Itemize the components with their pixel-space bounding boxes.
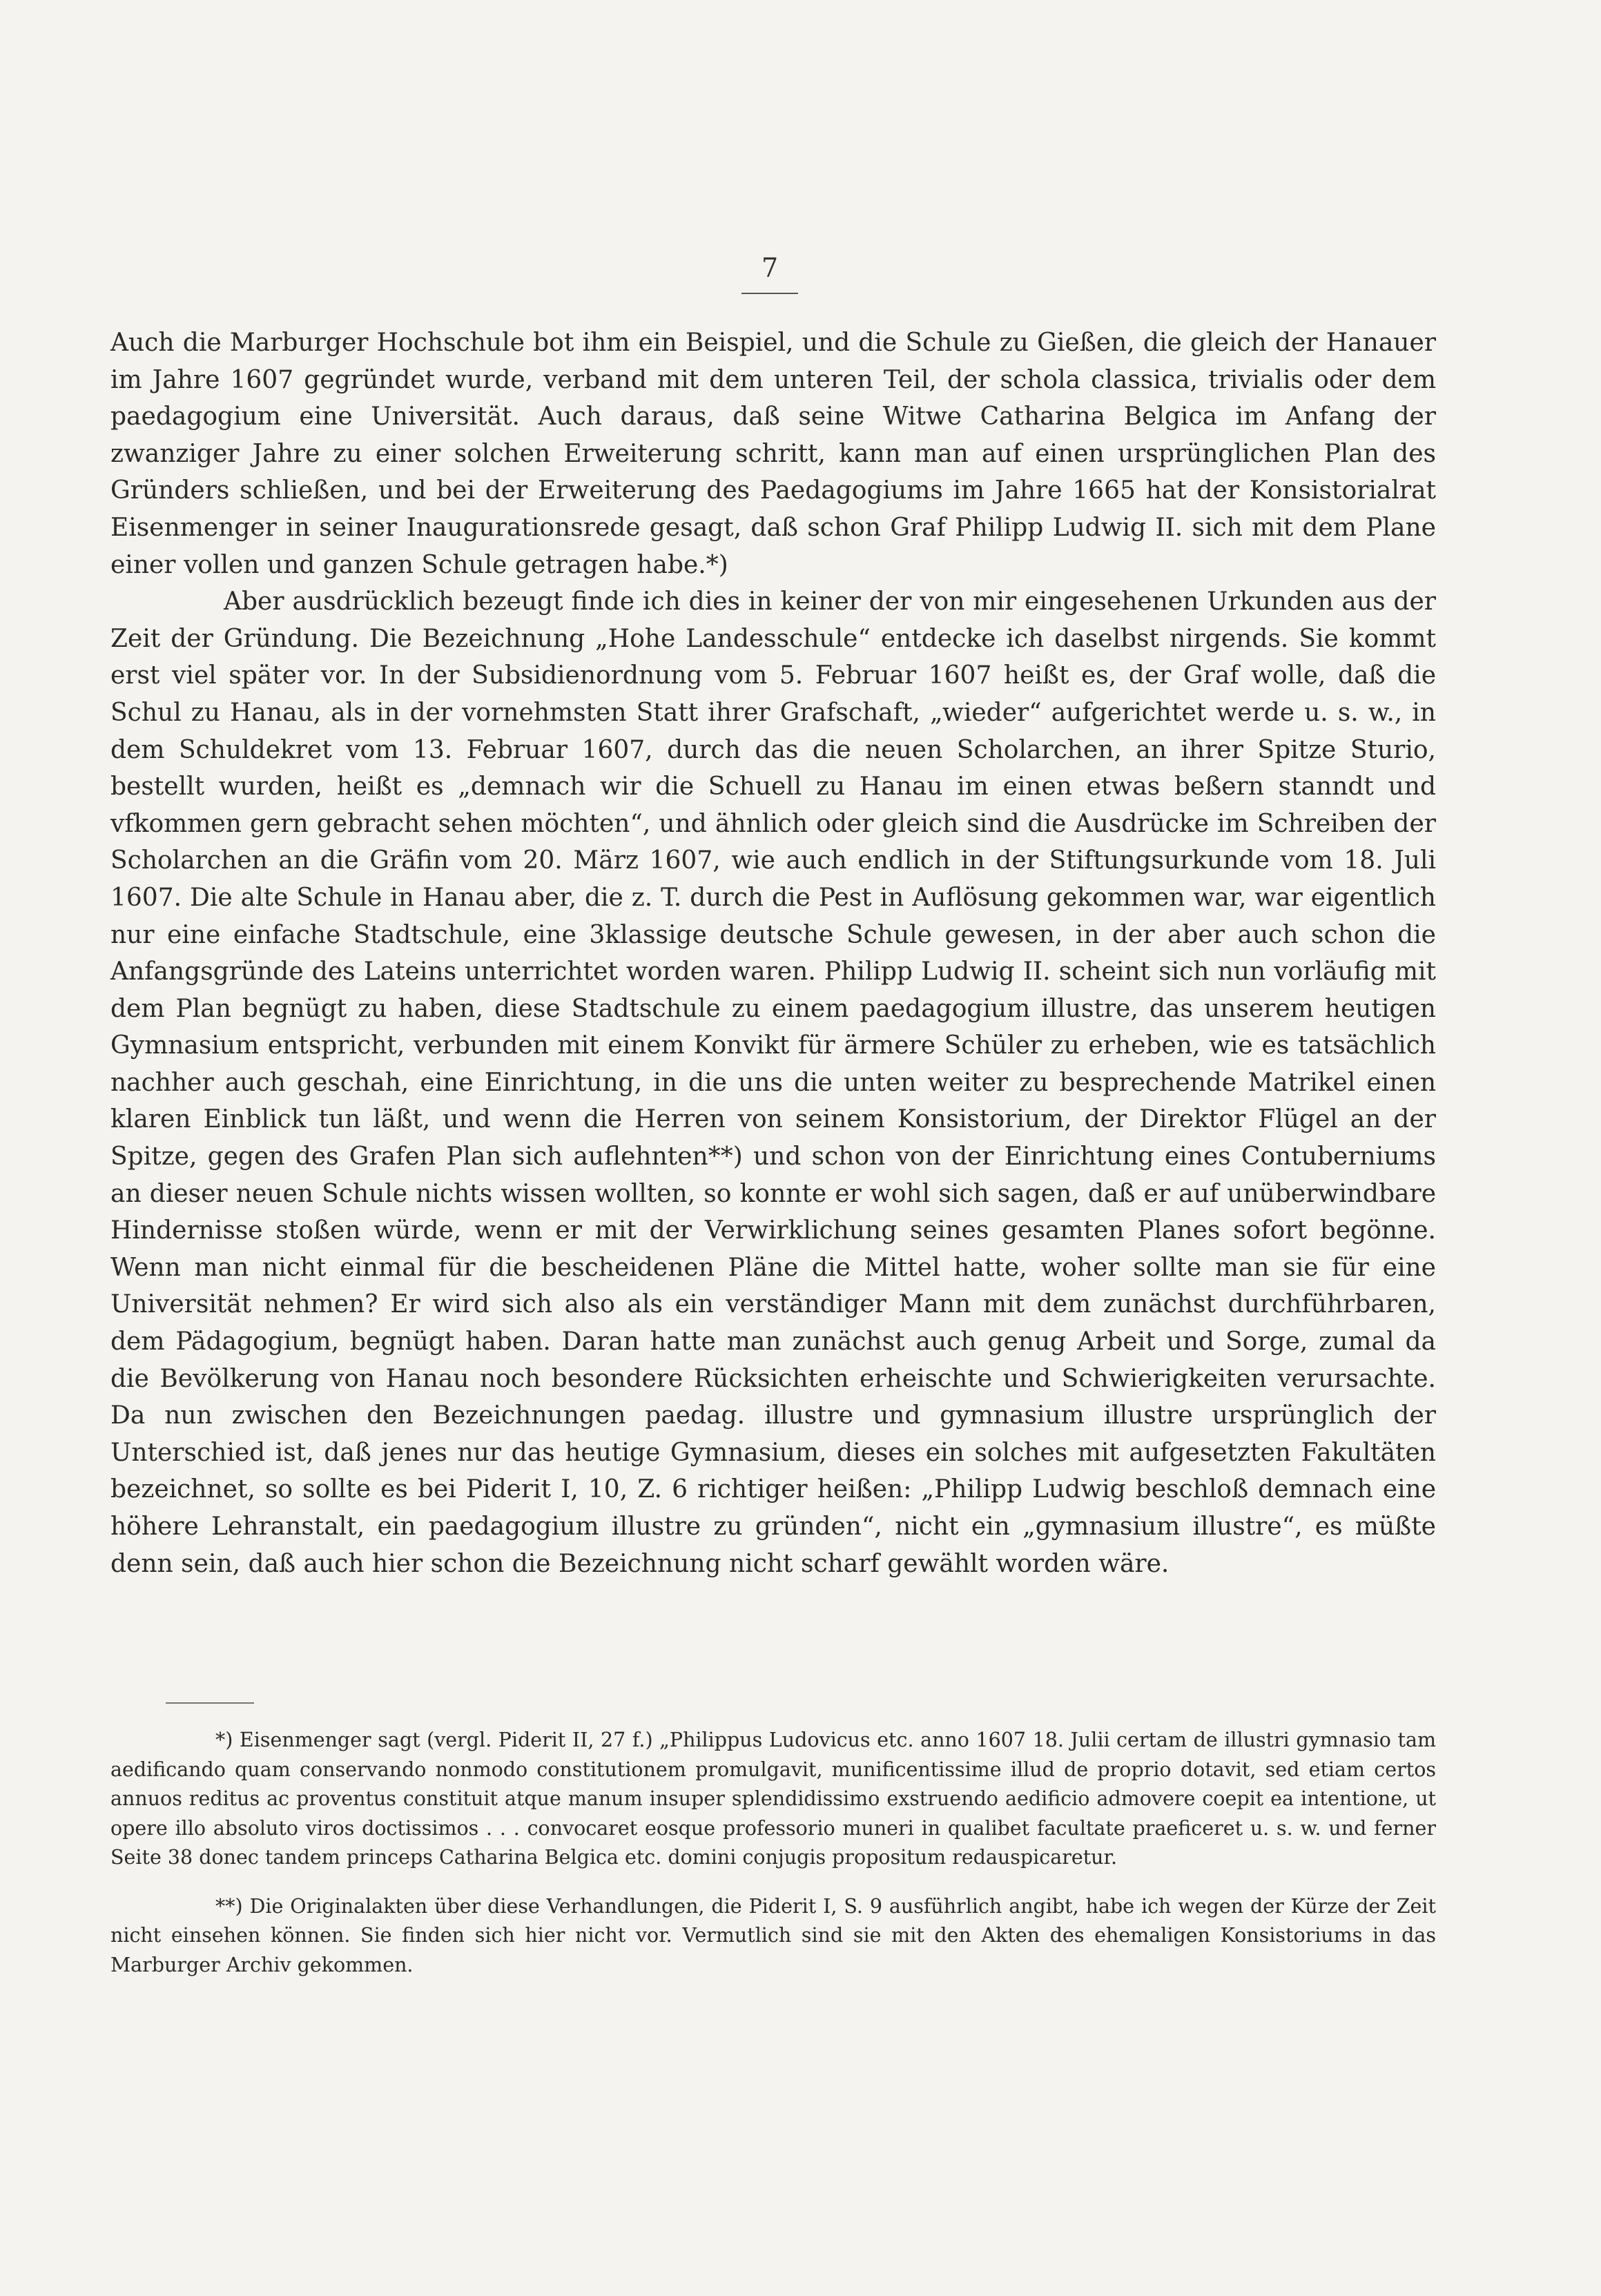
footnote: *) Eisenmenger sagt (vergl. Piderit II, 27 f.) „Philippus Ludovicus etc. anno 1607 18. Julii certam de illustri gymnasio tam aedificando quam conservando nonmodo constitutionem promulgavit, munificentissime illud de proprio dotavit, sed etiam certos annuos reditus ac proventus constituit atque manum insuper splendidissimo exstruendo aedificio admovere coepit ea intentione, ut opere illo absoluto viros doctissimos . . . convocaret eosque professorio muneri in qualibet facultate praeficeret u. s. w. und ferner Seite 38 donec tandem princeps Catharina Belgica etc. domini conjugis propositum redauspicaretur. bbox=[110, 1729, 1436, 1869]
paragraph: Auch die Marburger Hochschule bot ihm ein Beispiel, und die Schule zu Gießen, die gleich der Hanauer im Jahre 1607 gegründet wurde, verband mit dem unteren Teil, der schola classica, trivialis oder dem paedagogium eine Universität. Auch daraus, daß seine Witwe Catharina Belgica im Anfang der zwanziger Jahre zu einer solchen Erweiterung schritt, kann man auf einen ursprünglichen Plan des Gründers schließen, und bei der Erweiterung des Paedagogiums im Jahre 1665 hat der Konsistorialrat Eisenmenger in seiner Inaugurationsrede gesagt, daß schon Graf Philipp Ludwig II. sich mit dem Plane einer vollen und ganzen Schule getragen habe.*) bbox=[110, 329, 1436, 579]
page-number: 7 bbox=[761, 253, 779, 283]
main-text bbox=[110, 324, 1436, 1582]
footnote-divider bbox=[166, 1702, 254, 1704]
page-number-rule bbox=[741, 293, 798, 294]
footnote: **) Die Originalakten über diese Verhandlungen, die Piderit I, S. 9 ausführlich angibt, habe ich wegen der Kürze der Zeit nicht einsehen können. Sie finden sich hier nicht vor. Vermutlich sind sie mit den Akten des ehemaligen Konsistoriums in das Marburger Archiv gekommen. bbox=[110, 1894, 1436, 1976]
paragraph: Aber ausdrücklich bezeugt finde ich dies in keiner der von mir eingesehenen Urkunden aus der Zeit der Gründung. Die Bezeichnung „Hohe Landesschule“ entdecke ich daselbst nirgends. Sie kommt erst viel später vor. In der Subsidienordnung vom 5. Februar 1607 heißt es, der Graf wolle, daß die Schul zu Hanau, als in der vornehmsten Statt ihrer Grafschaft, „wieder“ aufgerichtet werde u. s. w., in dem Schuldekret vom 13. Februar 1607, durch das die neuen Scholarchen, an ihrer Spitze Sturio, bestellt wurden, heißt es „demnach wir die Schuell zu Hanau im einen etwas beßern stanndt und vfkommen gern gebracht sehen möchten“, und ähnlich oder gleich sind die Ausdrücke im Schreiben der Scholarchen an die Gräfin vom 20. März 1607, wie auch endlich in der Stiftungsurkunde vom 18. Juli 1607. Die alte Schule in Hanau aber, die z. T. durch die Pest in Auflösung gekommen war, war eigentlich nur eine einfache Stadtschule, eine 3klassige deutsche Schule gewesen, in der aber auch schon die Anfangsgründe des Lateins unterrichtet worden waren. Philipp Ludwig II. scheint sich nun vorläufig mit dem Plan begnügt zu haben, diese Stadtschule zu einem paedagogium illustre, das unserem heutigen Gymnasium entspricht, verbunden mit einem Konvikt für ärmere Schüler zu erheben, wie es tatsächlich nachher auch geschah, eine Einrichtung, in die uns die unten weiter zu besprechende Matrikel einen klaren Einblick tun läßt, und wenn die Herren von seinem Konsistorium, der Direktor Flügel an der Spitze, gegen des Grafen Plan sich auflehnten**) und schon von der Einrichtung eines Contuberniums an dieser neuen Schule nichts wissen wollten, so konnte er wohl sich sagen, daß er auf unüberwindbare Hindernisse stoßen würde, wenn er mit der Verwirklichung seines gesamten Planes sofort begönne. Wenn man nicht einmal für die bescheidenen Pläne die Mittel hatte, woher sollte man sie für eine Universität nehmen? Er wird sich also als ein verständiger Mann mit dem zunächst durchführbaren, dem Pädagogium, begnügt haben. Daran hatte man zunächst auch genug Arbeit und Sorge, zumal da die Bevölkerung von Hanau noch besondere Rücksichten erheischte und Schwierigkeiten verursachte. Da nun zwischen den Bezeichnungen paedag. illustre und gymnasium illustre ursprünglich der Unterschied ist, daß jenes nur das heutige Gymnasium, dieses ein solches mit aufgesetzten Fakultäten bezeichnet, so sollte es bei Piderit I, 10, Z. 6 richtiger heißen: „Philipp Ludwig beschloß demnach eine höhere Lehranstalt, ein paedagogium illustre zu gründen“, nicht ein „gymnasium illustre“, es müßte denn sein, daß auch hier schon die Bezeichnung nicht scharf gewählt worden wäre. bbox=[110, 587, 1436, 1578]
footnotes bbox=[110, 1726, 1436, 1980]
